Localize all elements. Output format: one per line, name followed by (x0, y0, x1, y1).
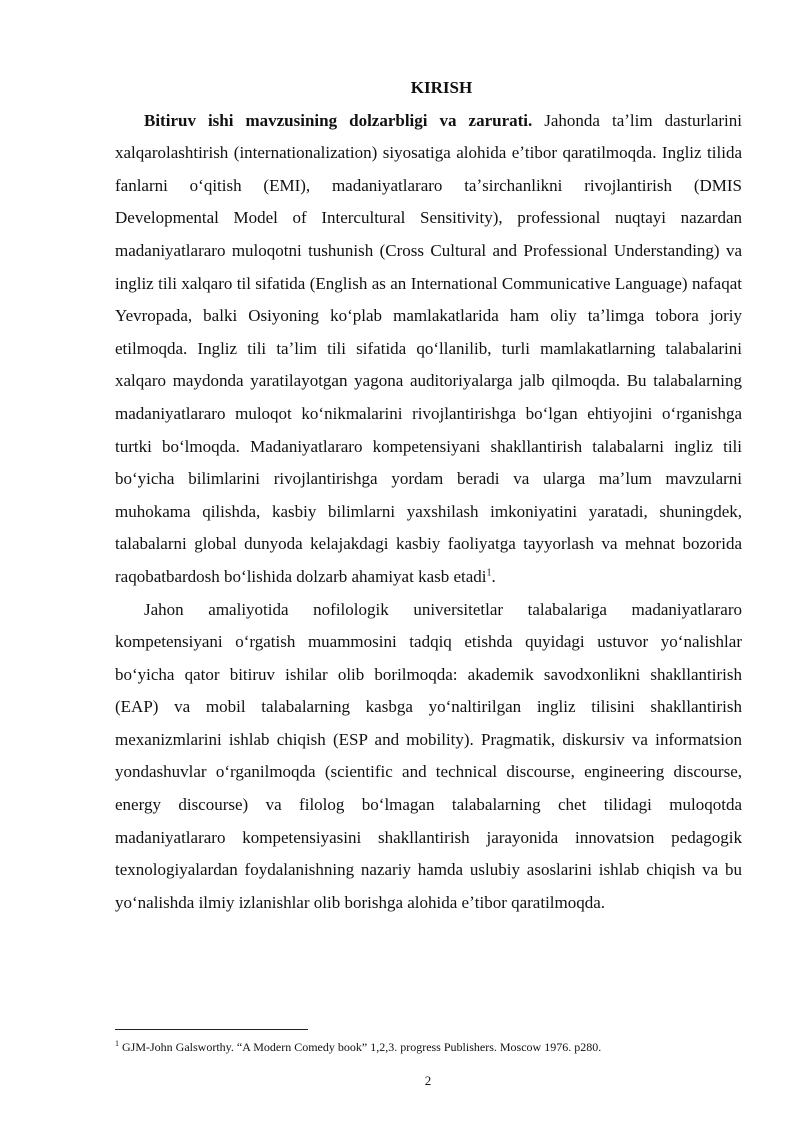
footnote-reference[interactable]: 1 (486, 567, 492, 579)
footnote-separator (115, 1029, 308, 1030)
section-heading: KIRISH (410, 78, 473, 97)
paragraph-relevance (115, 105, 742, 594)
paragraph-world-practice: Jahon amaliyotida nofilologik universitetlar talabalariga madaniyatlararo kompetensiyani oʻrgatish muammosini tadqiq etishda quyidagi ustuvor yoʻnalishlar boʻyicha qator bitiruv ishilar olib borilmoqda: akademik savodxonlikni shakllantirish (EAP) va mobil talabalarning kasbga yoʻnaltirilgan ingliz tilisini shakllantirish mexanizmlarini ishlab chiqish (ESP and mobility). Pragmatik, diskursiv va informatsion yondashuvlar oʻrganilmoqda (scientific and technical discourse, engineering discourse, energy discourse) va filolog boʻlmagan talabalarning chet tilidagi muloqotda madaniyatlararo kompetensiyasini shakllantirish jarayonida innovatsion pedagogik texnologiyalardan foydalanishning nazariy hamda uslubiy asoslarini ishlab chiqish va bu yoʻnalishda ilmiy izlanishlar olib borishga alohida eʼtibor qaratilmoqda. (115, 599, 742, 912)
paragraph-end: . (491, 566, 496, 586)
paragraph-lead: Bitiruv ishi mavzusining dolzarbligi va zarurati. (144, 110, 533, 130)
footnote-text: GJM-John Galsworthy. “A Modern Comedy book” 1,2,3. progress Publishers. Moscow 1976. p280. (119, 1040, 602, 1054)
footnote (115, 1039, 742, 1055)
paragraph-body: Jahonda taʼlim dasturlarini xalqarolashtirish (internationalization) siyosatiga alohida eʼtibor qaratilmoqda. Ingliz tilida fanlarni oʻqitish (EMI), madaniyatlararo taʼsirchanlikni rivojlantirish (DMIS Developmental Model of Intercultural Sensitivity), professional nuqtayi nazardan madaniyatlararo muloqotni tushunish (Cross Cultural and Professional Understanding) va ingliz tili xalqaro til sifatida (English as an International Communicative Language) nafaqat Yevropada, balki Osiyoning koʻplab mamlakatlarida ham oliy taʼlimga tobora joriy etilmoqda. Ingliz tili taʼlim tili sifatida qoʻllanilib, turli mamlakatlarning talabalarini xalqaro maydonda yaratilayotgan yagona auditoriyalarga jalb qilmoqda. Bu talabalarning madaniyatlararo muloqot koʻnikmalarini rivojlantirishga boʻlgan ehtiyojini oʻrganishga turtki boʻlmoqda. Madaniyatlararo kompetensiyani shakllantirish talabalarni ingliz tili boʻyicha bilimlarini rivojlantirishga yordam beradi va ularga maʼlum mavzularni muhokama qilishda, kasbiy bilimlarni yaxshilash imkoniyatini yaratadi, shuningdek, talabalarni global dunyoda kelajakdagi kasbiy faoliyatga tayyorlash va mehnat bozorida raqobatbardosh boʻlishida dolzarb ahamiyat kasb etadi (115, 110, 742, 586)
document-page (115, 72, 742, 919)
page-number: 2 (424, 1073, 432, 1088)
footnote-mark: 1 (115, 1039, 119, 1048)
